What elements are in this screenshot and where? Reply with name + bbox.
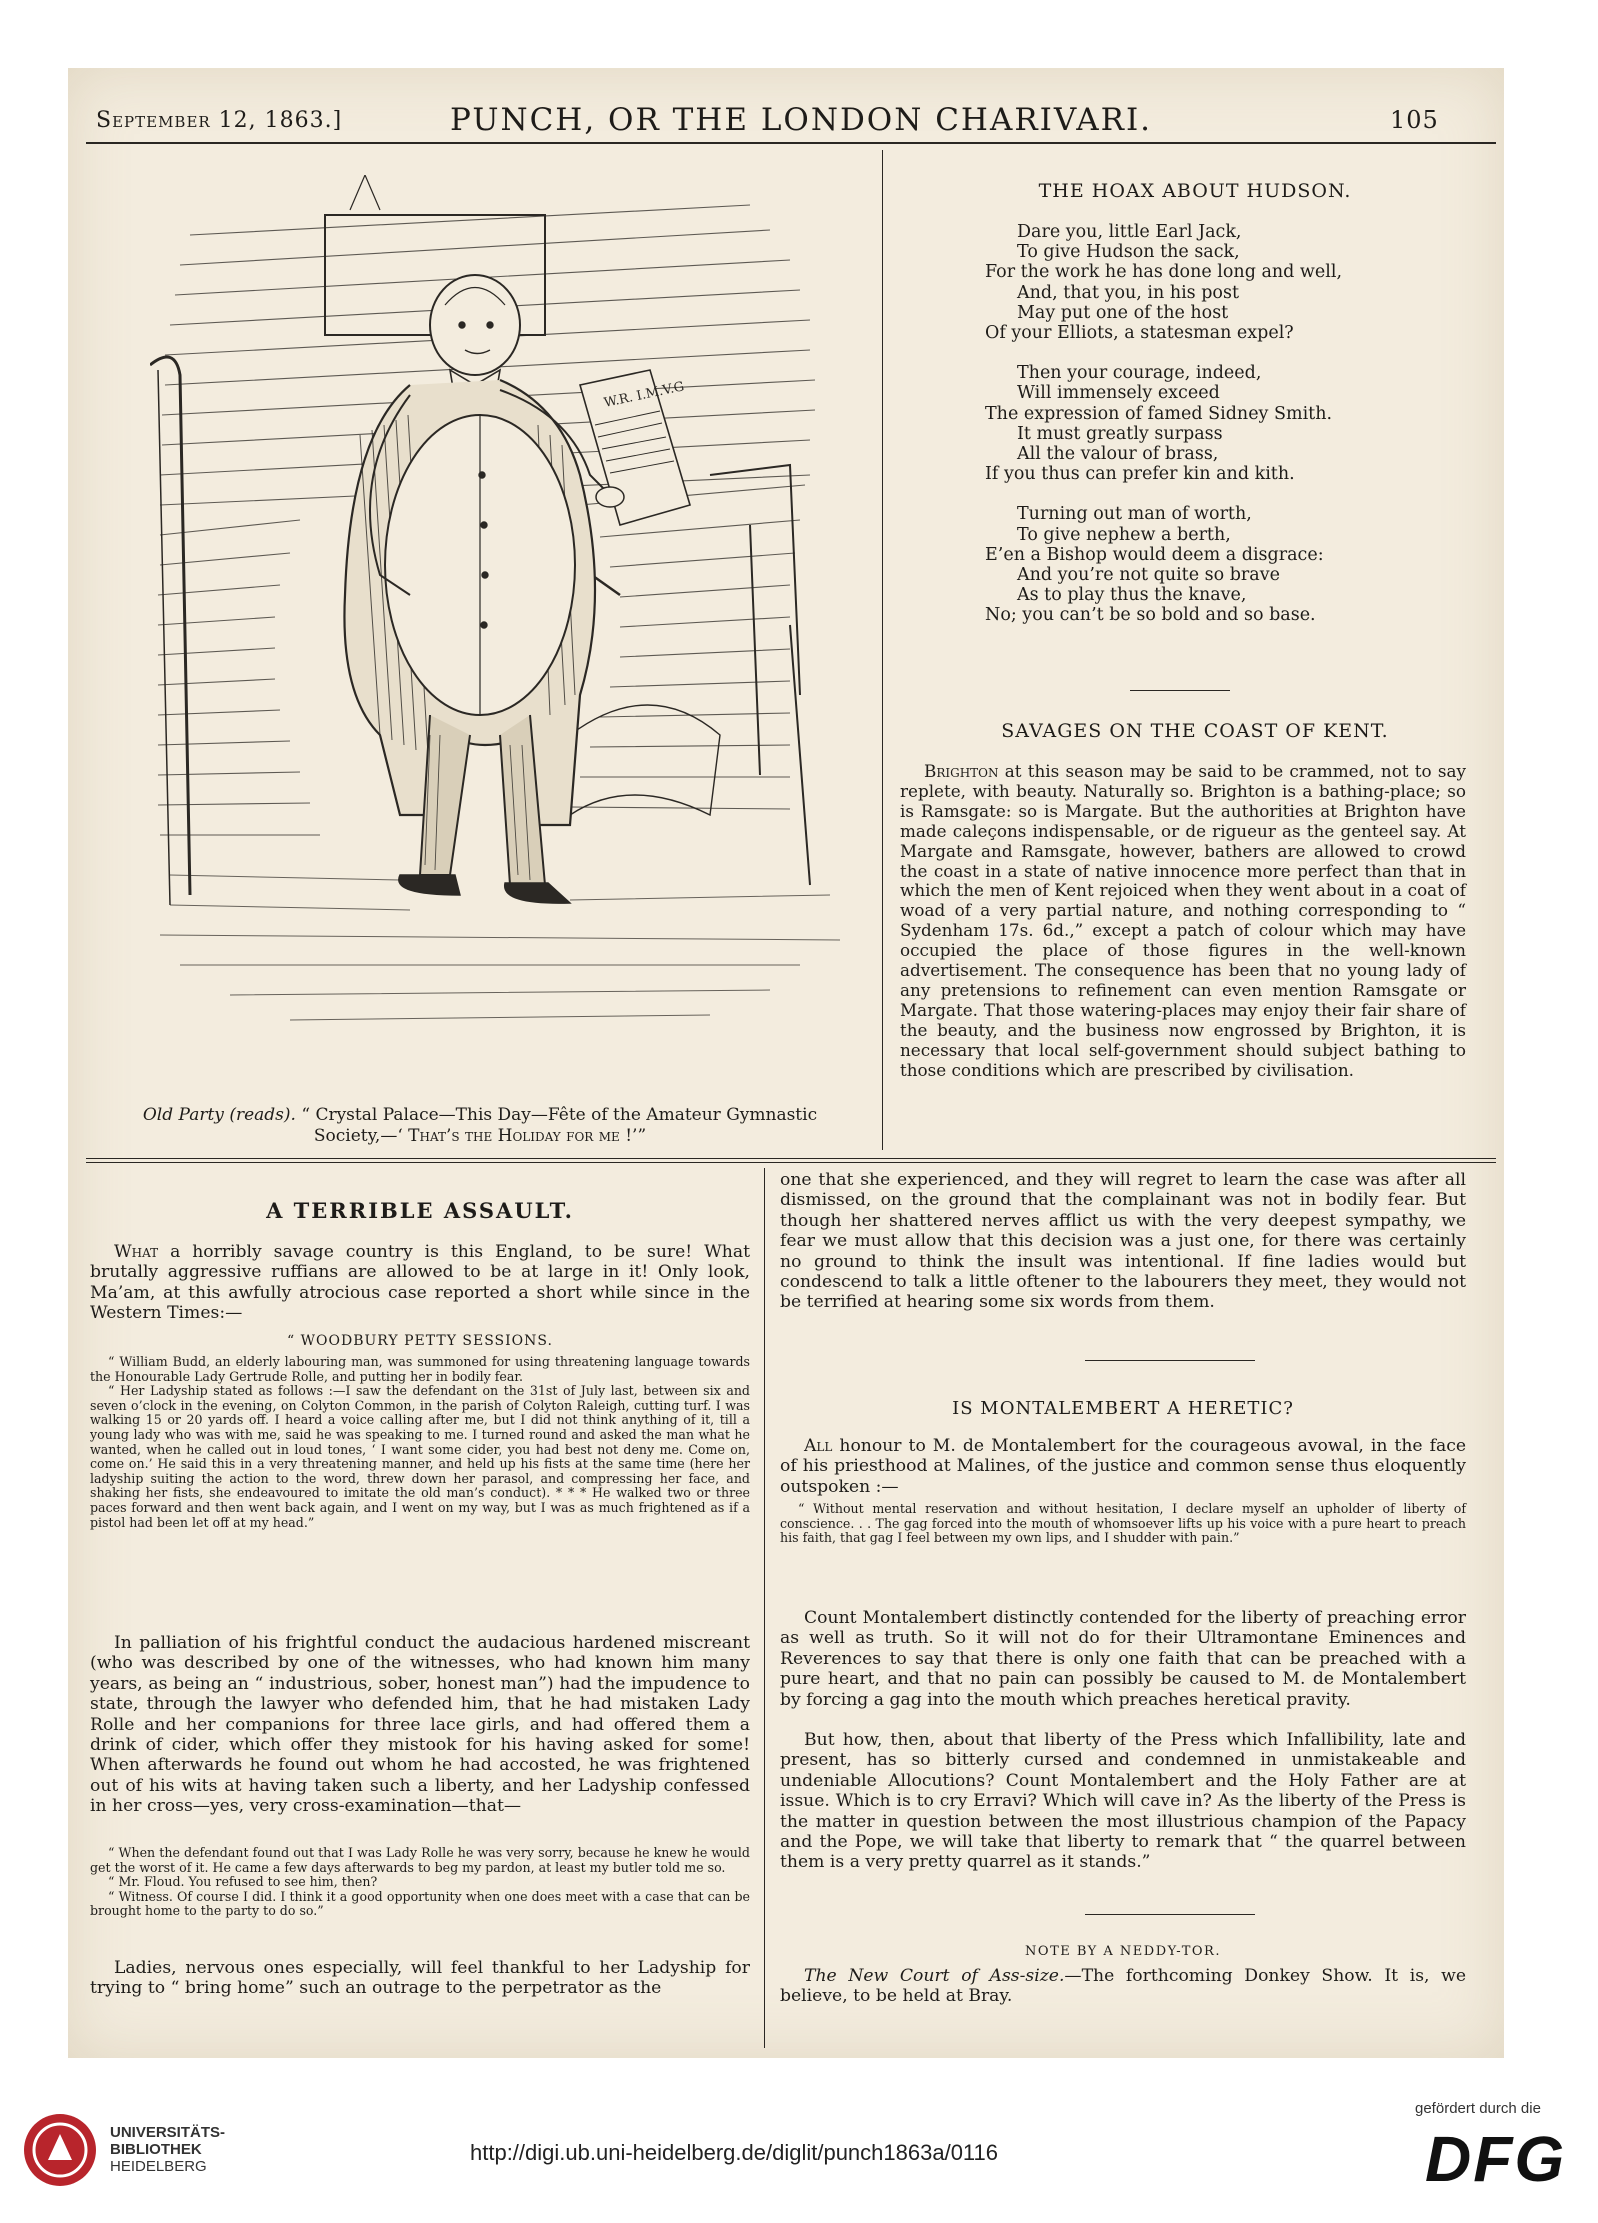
funded-by-label: gefördert durch die	[1415, 2100, 1541, 2117]
institution-name: UNIVERSITÄTS- BIBLIOTHEK HEIDELBERG	[110, 2124, 226, 2175]
cartoon-illustration	[150, 175, 850, 1095]
section-rule-mid	[86, 1158, 1496, 1159]
caption-speaker: Old Party	[142, 1105, 224, 1125]
note-body: The New Court of Ass-size.—The forthcoming Donkey Show. It is, we believe, to be held at Bray.	[780, 1966, 1466, 2007]
section-rule	[1085, 1360, 1255, 1361]
poster-text: W.R. I.M.V.G	[602, 379, 686, 411]
savages-title: SAVAGES ON THE COAST OF KENT.	[1001, 720, 1389, 742]
page-number: 105	[1390, 106, 1439, 134]
montalembert-title: IS MONTALEMBERT A HERETIC?	[952, 1398, 1294, 1419]
report-heading: “ WOODBURY PETTY SESSIONS.	[287, 1333, 553, 1349]
masthead-title: PUNCH, OR THE LONDON CHARIVARI.	[450, 102, 1153, 138]
assault-quote2: “ When the defendant found out that I was Lady Rolle he was very sorry, because he knew he would get the worst of it. He came a few days afterwards to beg my pardon, at least my butler told me so. “ Mr. Floud. You refused to see him, then? “ Witness. Of course I did. I think it a good opportunity when one does meet with a case that can be brought home to the party to do so.”	[90, 1845, 750, 1919]
assault-intro: What a horribly savage country is this England, to be sure! What brutally aggressive ruffians are allowed to be at large in it! Only look, Ma’am, at this awfully atrocious case reported a short while since in the Western Times:—	[90, 1242, 751, 1324]
montalembert-p1: All honour to M. de Montalembert for the courageous avowal, in the face of his priesthood at Malines, of the justice and common sense thus eloquently outspoken :—	[780, 1436, 1466, 1497]
issue-date: September 12, 1863.]	[96, 108, 343, 133]
hoax-title: THE HOAX ABOUT HUDSON.	[1038, 180, 1352, 202]
cartoon-caption	[90, 1105, 870, 1147]
caption-line2-suffix: !’”	[625, 1126, 647, 1146]
hoax-stanza: Turning out man of worth, To give nephew a berth, E’en a Bishop would deem a disgrace: And you’re not quite so brave As to play thus the knave, No; you can’t be so bold and so base.	[985, 504, 1324, 626]
assault-para3: Ladies, nervous ones especially, will feel thankful to her Ladyship for trying to “ bring home” such an outrage to the perpetrator as the	[90, 1958, 750, 1999]
caption-line1: “ Crystal Palace—This Day—Fête of the Amateur Gymnastic	[301, 1105, 818, 1125]
section-rule-mid-2	[86, 1162, 1496, 1163]
montalembert-p3: But how, then, about that liberty of the Press which Infallibility, late and present, has so bitterly cursed and condemned in unmistakeable and undeniable Allocutions? Count Montalembert and the Holy Father are at issue. Which is to cry Erravi? Which will cave in? As the liberty of the Press is the matter in question between the most illustrious champion of the Papacy and the Pope, we will take that liberty to remark that “ the quarrel between them is a very pretty quarrel as it stands.”	[780, 1730, 1466, 1873]
assault-para2: In palliation of his frightful conduct the audacious hardened miscreant (who was described by one of the witnesses, who had known him many years, as being an “ industrious, sober, honest man”) had the impudence to state, through the lawyer who defended him, that he had mistaken Lady Rolle and her companions for three lace girls, and had offered them a drink of cider, which offer they mistook for his having asked for some! When afterwards he found out whom he had accosted, he was frightened out of his wits at having taken such a liberty, and her Ladyship confessed in her cross—yes, very cross-examination—that—	[90, 1633, 750, 1817]
assault-title: A TERRIBLE ASSAULT.	[266, 1198, 574, 1223]
savages-lead: Brighton	[924, 761, 999, 781]
column-divider-bottom	[764, 1168, 765, 2048]
caption-line2-smallcaps: That’s the Holiday for me	[408, 1126, 620, 1146]
savages-body	[900, 762, 1466, 1081]
section-rule	[1130, 690, 1230, 691]
montalembert-p2: Count Montalembert distinctly contended for the liberty of preaching error as well as truth. So it will not do for their Ultramontane Eminences and Reverences to say that there is only one faith that can be preached with a pure heart, and that no pain can possibly be caused to M. de Montalembert by forcing a gag into the mouth which preaches heretical pravity.	[780, 1608, 1466, 1710]
section-rule	[1085, 1914, 1255, 1915]
assault-report: “ William Budd, an elderly labouring man, was summoned for using threatening language towards the Honourable Lady Gertrude Rolle, and putting her in bodily fear. “ Her Ladyship stated as follows :—I saw the defendant on the 31st of July last, between six and seven o’clock in the evening, on Colyton Common, in the parish of Colyton Raleigh, cutting turf. I was walking 15 or 20 yards off. I heard a voice calling after me, but I did not think anything of it, till a young lady who was with me, said he was speaking to me. I turned round and asked the man what he wanted, when he called out in loud tones, ‘ I want some cider, you had best not deny me. Come on, come on.’ He said this in a very threatening manner, and held up his fists at the same time (here her ladyship suiting the action to the word, threw down her parasol, and compressing her face, and shaking her fists, she endeavoured to imitate the old man’s conduct). * * * He walked two or three paces forward and then went back again, and I went on my way, but I was as much frightened as if a pistol had been let off at my head.”	[90, 1354, 750, 1530]
source-url[interactable]: http://digi.ub.uni-heidelberg.de/diglit/punch1863a/0116	[470, 2140, 998, 2165]
university-seal-icon	[20, 2110, 100, 2190]
assault-continuation: one that she experienced, and they will regret to learn the case was after all dismissed, on the ground that the complainant was not in bodily fear. But though her shattered nerves afflict us with the very deepest sympathy, we fear we must allow that this decision was a just one, for there was certainly no ground to think the insult was intentional. If fine ladies would but condescend to talk a little oftener to the labourers they meet, they would not be terrified at hearing some six words from them.	[780, 1170, 1466, 1313]
dfg-logo: DFG	[1425, 2123, 1567, 2195]
savages-text: at this season may be said to be crammed, not to say replete, with beauty. Naturally so. Brighton is a bathing-place; so is Ramsgate: so is Margate. But the authorities at Brighton have made caleçons indispensable, or de rigueur as the genteel say. At Margate and Ramsgate, however, bathers are allowed to crowd the coast in a state of native innocence more perfect than that in which the men of Kent rejoiced when they went about in a coat of woad of a very partial nature, and nothing corresponding to “ Sydenham 17s. 6d.,” except a patch of colour which may have occupied the place of those figures in the well-known advertisement. The consequence has been that no young lady of any pretensions to refinement can even mention Ramsgate or Margate. That those watering-places may enjoy their fair share of the beauty, and the business now engrossed by Brighton, it is necessary that local self-government should subject bathing to those conditions which are prescribed by civilisation.	[900, 761, 1466, 1080]
caption-action: (reads).	[229, 1105, 296, 1125]
hoax-stanza: Then your courage, indeed, Will immensely exceed The expression of famed Sidney Smith. It must greatly surpass All the valour of brass, If you thus can prefer kin and kith.	[985, 363, 1333, 485]
column-divider-top	[882, 150, 883, 1150]
note-title: NOTE BY A NEDDY-TOR.	[1025, 1944, 1221, 1959]
montalembert-quote: “ Without mental reservation and without hesitation, I declare myself an upholder of liberty of conscience. . . The gag forced into the mouth of whomsoever lifts up his voice with a pure heart to preach his faith, that gag I feel between my own lips, and I shudder with pain.”	[780, 1501, 1466, 1546]
hoax-stanza: Dare you, little Earl Jack, To give Hudson the sack, For the work he has done long and well, And, that you, in his post May put one of the host Of your Elliots, a statesman expel?	[985, 222, 1343, 344]
caption-line2-prefix: Society,—‘	[313, 1126, 403, 1146]
header-rule	[86, 142, 1496, 144]
hoax-poem	[985, 222, 1342, 626]
